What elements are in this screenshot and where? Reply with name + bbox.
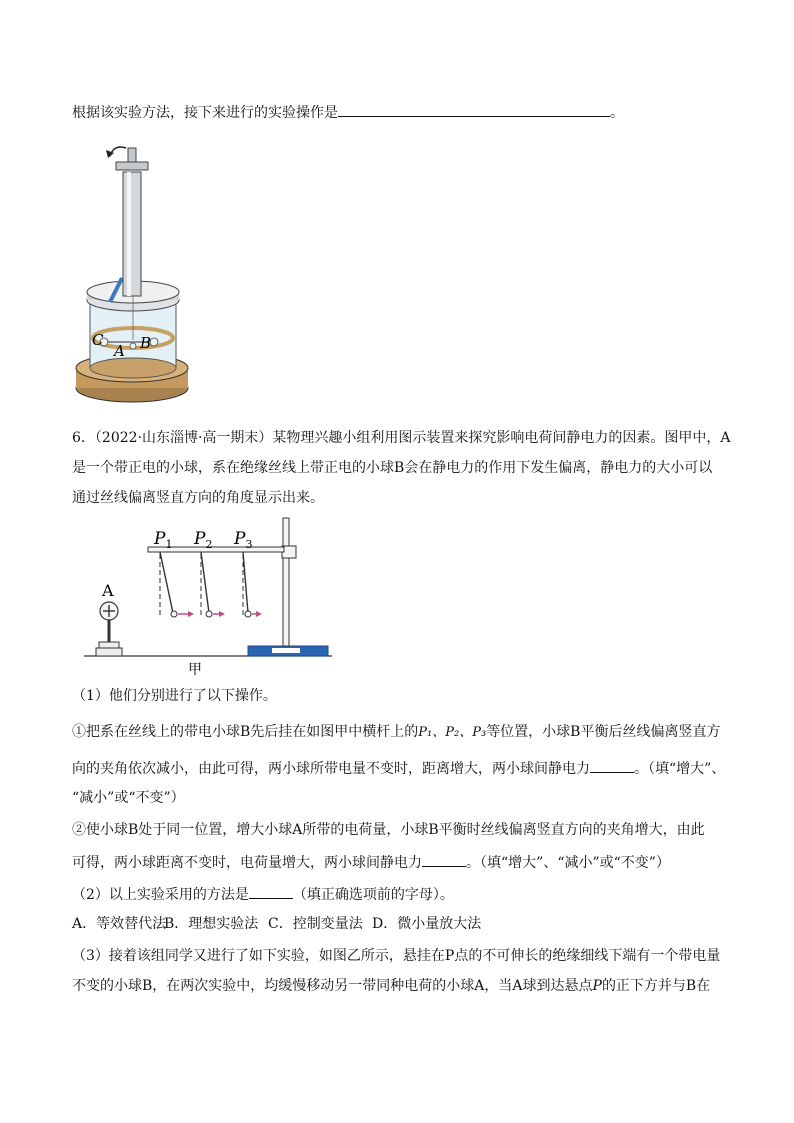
- label-a: A: [114, 342, 125, 360]
- answer-blank-1[interactable]: [590, 758, 634, 773]
- intro-text: 根据该实验方法，接下来进行的实验操作是: [72, 105, 338, 121]
- intro-line: [72, 102, 624, 123]
- item1-text-c: 向的夹角依次减小，由此可得，两小球所带电量不变时，距离增大，两小球间静电力: [72, 761, 590, 777]
- item1-text-a: ①把系在丝线上的带电小球B先后挂在如图甲中横杆上的: [72, 724, 419, 740]
- part1-title: （1）他们分别进行了以下操作。: [72, 688, 277, 704]
- label-p1: $P_1$: [154, 529, 173, 551]
- item1-text-d: 。（填“增大”、: [634, 761, 726, 777]
- part1-item1-line1: [72, 722, 720, 743]
- part2-options: [72, 914, 481, 934]
- label-p2: $P_2$: [194, 529, 213, 551]
- item2-text-c: 。（填“增大”、“减小”或“不变”）: [466, 855, 670, 871]
- part2-line: [72, 884, 454, 905]
- label-ball-a: A: [102, 581, 114, 600]
- option-d[interactable]: D．微小量放大法: [372, 916, 482, 932]
- figure-jia: [82, 512, 338, 678]
- q6-line3: 通过丝线偏离竖直方向的角度显示出来。: [72, 490, 324, 506]
- q6-line2: 是一个带正电的小球，系在绝缘丝线上带正电的小球B会在静电力的作用下发生偏离，静电力的大小可以: [72, 460, 713, 476]
- part3-line2: [72, 976, 710, 996]
- label-p3: $P_3$: [234, 529, 253, 551]
- part3-point-p: P: [592, 978, 602, 994]
- torsion-balance-figure: [70, 140, 200, 410]
- label-b: B: [140, 334, 152, 352]
- part2-text-a: （2）以上实验采用的方法是: [72, 887, 249, 903]
- answer-blank[interactable]: [338, 102, 610, 117]
- part3-line1: （3）接着该组同学又进行了如下实验，如图乙所示，悬挂在P点的不可伸长的绝缘细线下端有一个带电量: [72, 948, 721, 964]
- label-c: C: [92, 331, 104, 349]
- item1-text-b: 等位置，小球B平衡后丝线偏离竖直方: [486, 724, 721, 740]
- intro-end: 。: [610, 105, 624, 121]
- answer-blank-3[interactable]: [249, 884, 293, 899]
- figure-caption: 甲: [188, 662, 202, 678]
- q6-line1: 6．（2022·山东淄博·高一期末）某物理兴趣小组利用图示装置来探究影响电荷间静电力的因素。图甲中，A: [72, 430, 731, 446]
- part1-item1-line2: [72, 758, 725, 779]
- part1-item1-line3: “减小”或“不变”）: [72, 790, 185, 806]
- item2-text-b: 可得，两小球距离不变时，电荷量增大，两小球间静电力: [72, 855, 422, 871]
- option-c[interactable]: C．控制变量法: [268, 916, 363, 932]
- option-a[interactable]: A．等效替代法: [72, 916, 167, 932]
- part1-item2-line1: ②使小球B处于同一位置，增大小球A所带的电荷量，小球B平衡时丝线偏离竖直方向的夹角增大，由此: [72, 822, 705, 838]
- option-b[interactable]: B．理想实验法: [164, 916, 259, 932]
- part3-text-b: 的正下方并与B在: [601, 978, 711, 994]
- part1-item2-line2: [72, 852, 670, 873]
- item1-positions: P₁、P₂、P₃: [418, 725, 487, 740]
- answer-blank-2[interactable]: [422, 852, 466, 867]
- part3-text-a: 不变的小球B，在两次实验中，均缓慢移动另一带同种电荷的小球A，当A球到达悬点: [72, 978, 593, 994]
- part2-text-b: （填正确选项前的字母）。: [292, 887, 454, 903]
